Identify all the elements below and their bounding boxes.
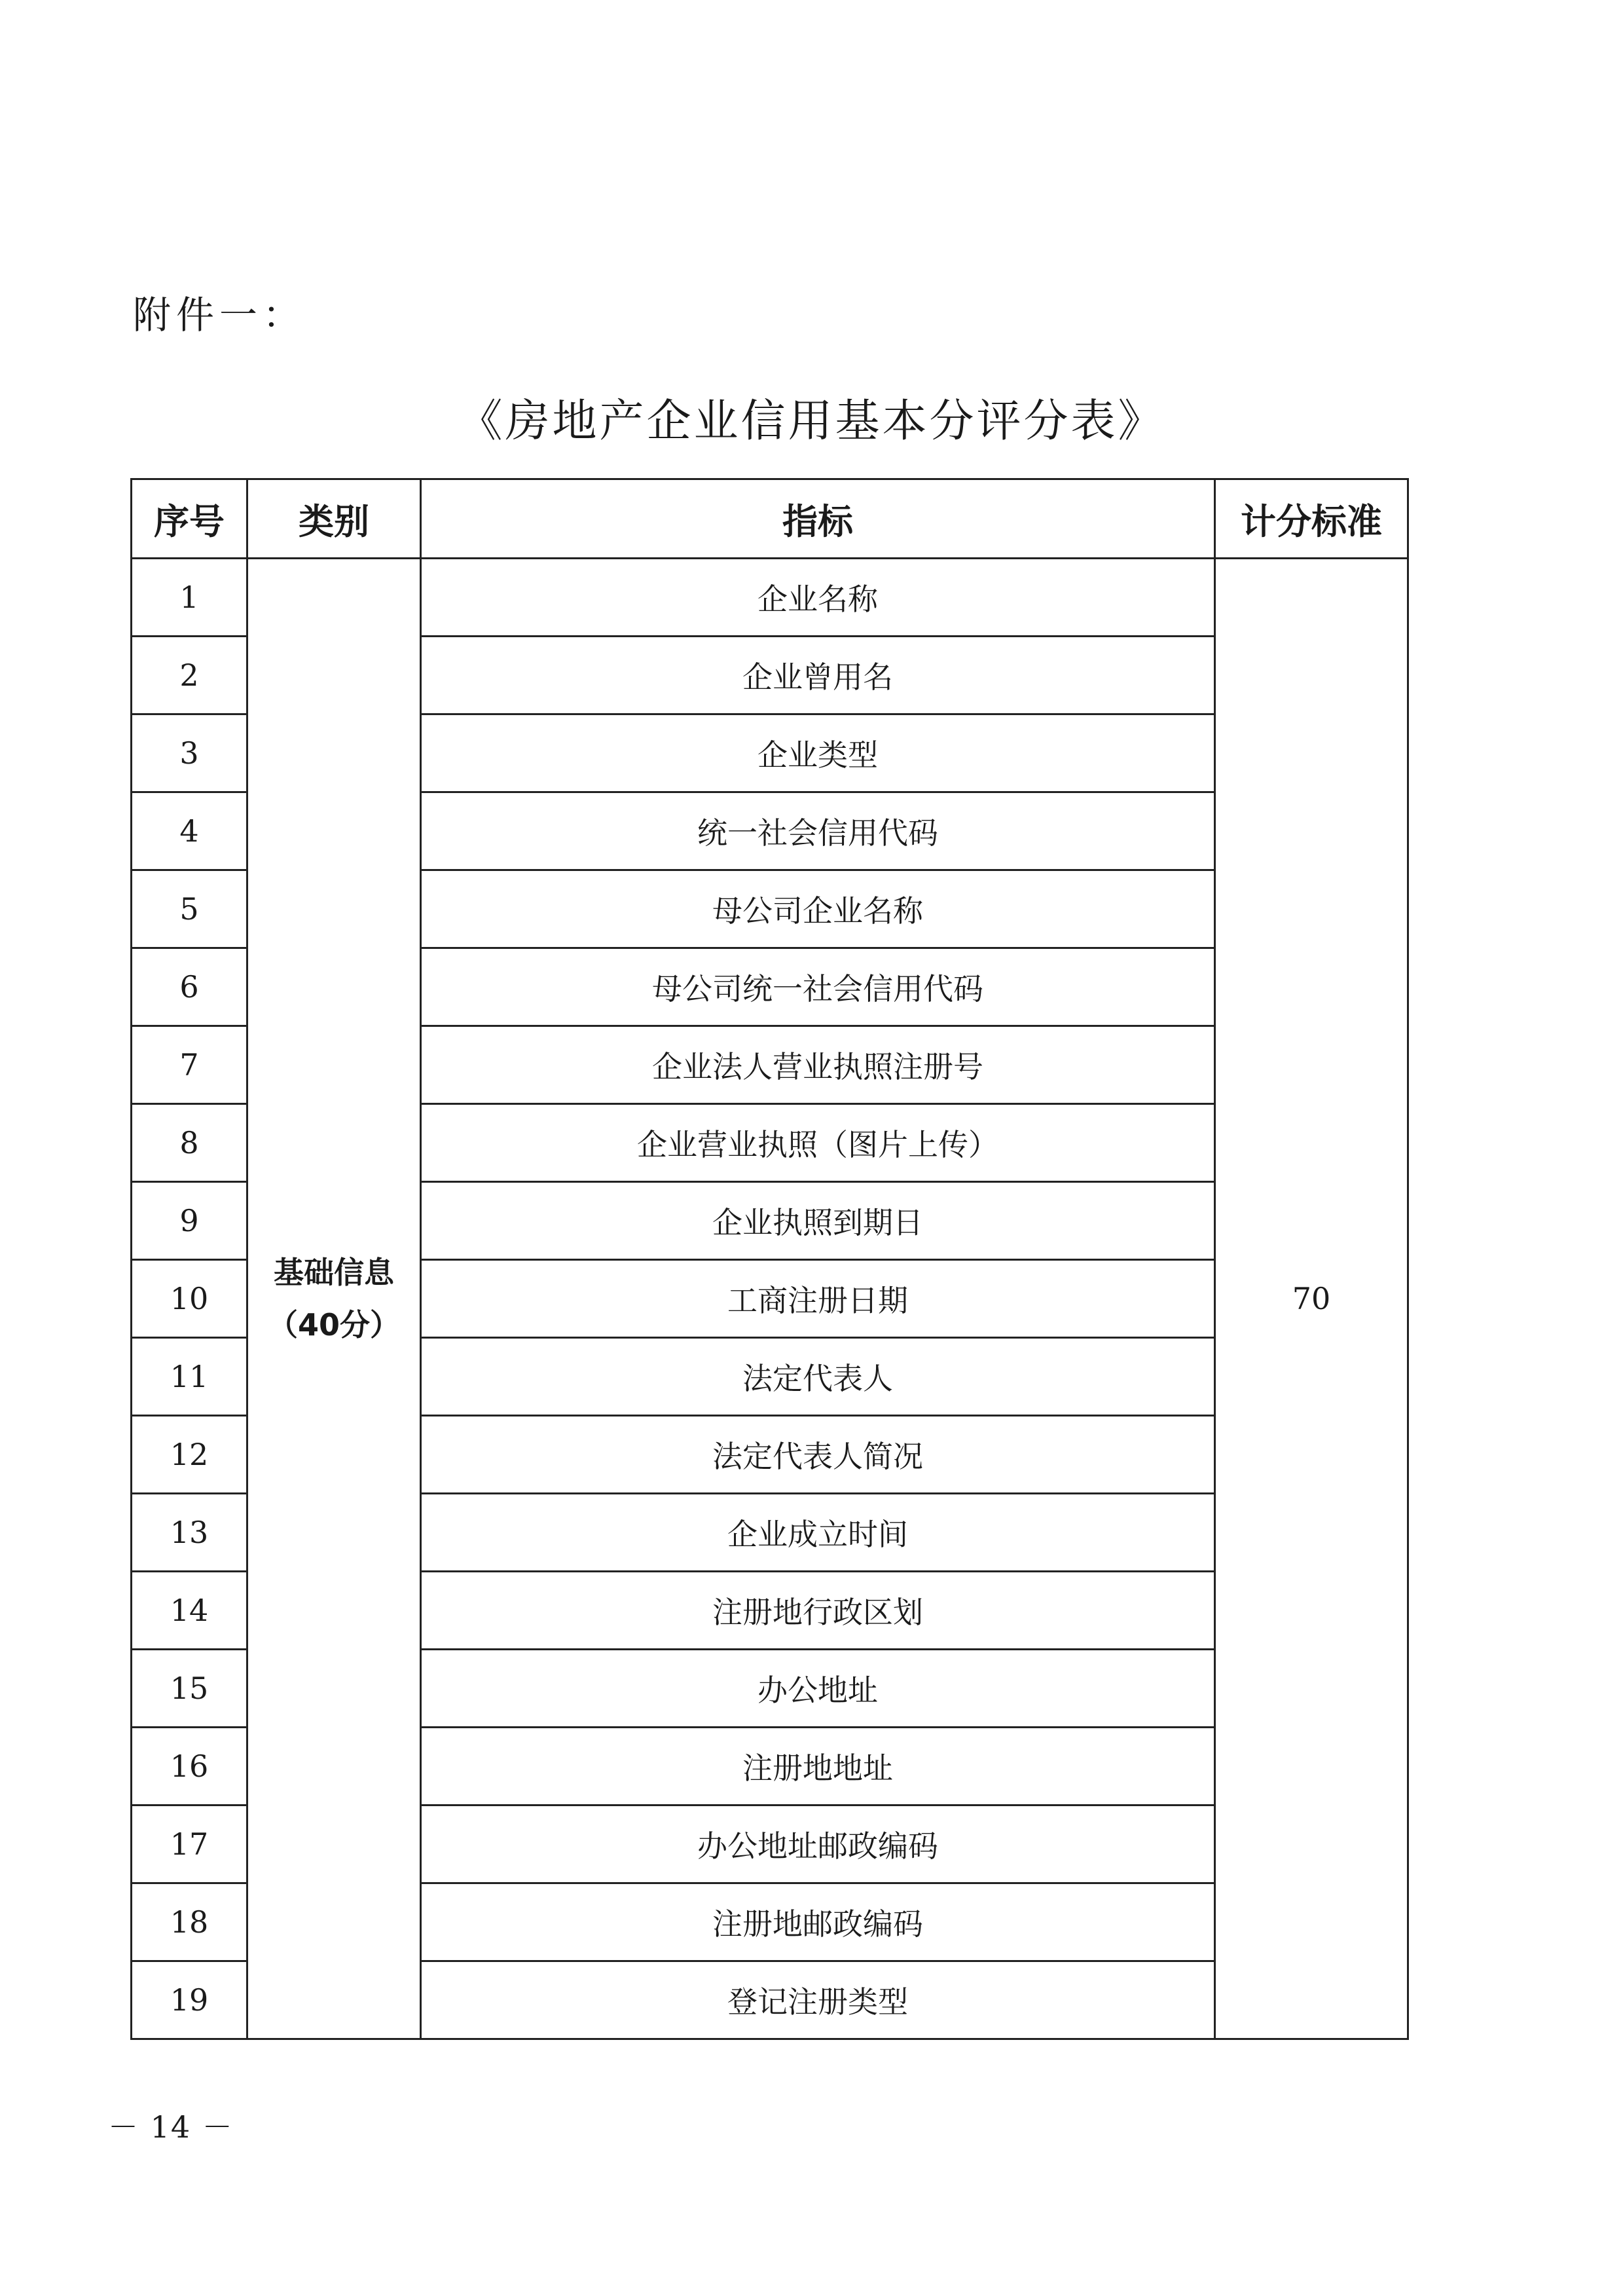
row-indicator: 注册地行政区划 bbox=[421, 1572, 1215, 1650]
row-seq: 9 bbox=[132, 1182, 247, 1260]
table-header-row bbox=[132, 479, 1408, 559]
row-indicator: 企业营业执照（图片上传） bbox=[421, 1104, 1215, 1182]
row-seq: 13 bbox=[132, 1494, 247, 1572]
category-points: （40分） bbox=[267, 1307, 400, 1342]
row-indicator: 法定代表人简况 bbox=[421, 1416, 1215, 1494]
row-indicator: 统一社会信用代码 bbox=[421, 792, 1215, 870]
header-seq: 序号 bbox=[132, 479, 247, 559]
row-indicator: 工商注册日期 bbox=[421, 1260, 1215, 1338]
row-indicator: 母公司统一社会信用代码 bbox=[421, 948, 1215, 1026]
row-indicator: 注册地邮政编码 bbox=[421, 1883, 1215, 1961]
row-indicator: 注册地地址 bbox=[421, 1728, 1215, 1805]
row-indicator: 办公地址 bbox=[421, 1650, 1215, 1728]
page-number: － 14 － bbox=[108, 2109, 234, 2145]
row-seq: 15 bbox=[132, 1650, 247, 1728]
row-seq: 8 bbox=[132, 1104, 247, 1182]
row-seq: 10 bbox=[132, 1260, 247, 1338]
attachment-label: 附件一： bbox=[133, 293, 306, 337]
row-indicator: 法定代表人 bbox=[421, 1338, 1215, 1416]
row-indicator: 登记注册类型 bbox=[421, 1961, 1215, 2039]
header-indicator: 指标 bbox=[421, 479, 1215, 559]
row-seq: 12 bbox=[132, 1416, 247, 1494]
table-row bbox=[132, 559, 1408, 637]
row-seq: 3 bbox=[132, 714, 247, 792]
row-seq: 6 bbox=[132, 948, 247, 1026]
category-cell bbox=[247, 559, 421, 2039]
row-seq: 18 bbox=[132, 1883, 247, 1961]
document-title: 《房地产企业信用基本分评分表》 bbox=[458, 396, 1165, 447]
row-seq: 2 bbox=[132, 637, 247, 714]
header-category: 类别 bbox=[247, 479, 421, 559]
category-name: 基础信息 bbox=[274, 1254, 394, 1290]
row-indicator: 企业类型 bbox=[421, 714, 1215, 792]
row-indicator: 办公地址邮政编码 bbox=[421, 1805, 1215, 1883]
row-seq: 5 bbox=[132, 870, 247, 948]
row-seq: 16 bbox=[132, 1728, 247, 1805]
row-indicator: 企业法人营业执照注册号 bbox=[421, 1026, 1215, 1104]
row-indicator: 企业曾用名 bbox=[421, 637, 1215, 714]
standard-value: 70 bbox=[1215, 559, 1408, 2039]
row-indicator: 企业名称 bbox=[421, 559, 1215, 637]
row-indicator: 母公司企业名称 bbox=[421, 870, 1215, 948]
row-seq: 1 bbox=[132, 559, 247, 637]
score-table bbox=[130, 478, 1409, 2040]
row-seq: 19 bbox=[132, 1961, 247, 2039]
header-standard: 计分标准 bbox=[1215, 479, 1408, 559]
row-seq: 17 bbox=[132, 1805, 247, 1883]
table-body bbox=[132, 559, 1408, 2039]
row-seq: 7 bbox=[132, 1026, 247, 1104]
row-indicator: 企业成立时间 bbox=[421, 1494, 1215, 1572]
row-seq: 11 bbox=[132, 1338, 247, 1416]
row-seq: 14 bbox=[132, 1572, 247, 1650]
row-seq: 4 bbox=[132, 792, 247, 870]
row-indicator: 企业执照到期日 bbox=[421, 1182, 1215, 1260]
